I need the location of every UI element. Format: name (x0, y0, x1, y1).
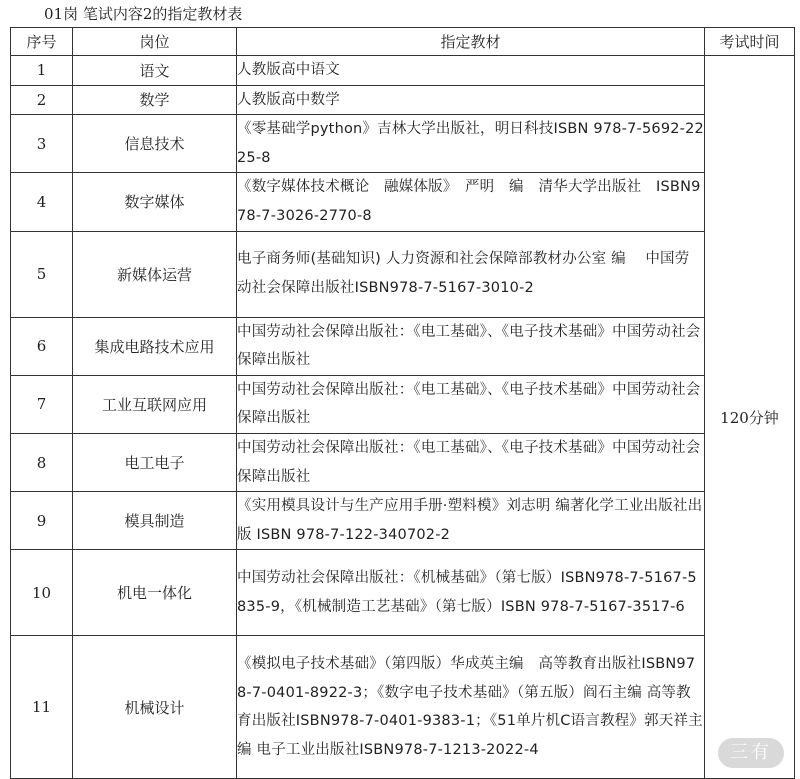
row-no: 10 (11, 550, 73, 636)
table-row (11, 317, 795, 375)
row-post: 集成电路技术应用 (73, 317, 237, 375)
row-no: 9 (11, 492, 73, 550)
row-post: 数学 (73, 85, 237, 115)
row-book: 《零基础学python》吉林大学出版社，明日科技ISBN 978-7-5692-2225-8 (237, 115, 705, 173)
row-post: 模具制造 (73, 492, 237, 550)
table-row (11, 85, 795, 115)
textbook-table (10, 27, 795, 779)
row-book: 中国劳动社会保障出版社：《机械基础》（第七版）ISBN978-7-5167-5835-9，《机械制造工艺基础》（第七版）ISBN 978-7-5167-3517-6 (237, 550, 705, 636)
table-row (11, 550, 795, 636)
row-book: 《模拟电子技术基础》（第四版）华成英主编 高等教育出版社ISBN978-7-0401-8922-3；《数字电子技术基础》（第五版）阎石主编 高等教育出版社ISBN978-7-0401-9383-1；《51单片机C语言教程》郭天祥主编 电子工业出版社ISBN978-7-1213-2022-4 (237, 636, 705, 779)
row-book: 《实用模具设计与生产应用手册·塑料模》刘志明 编著化学工业出版社出版 ISBN 978-7-122-340702-2 (237, 492, 705, 550)
row-no: 4 (11, 173, 73, 231)
header-time: 考试时间 (705, 28, 795, 56)
table-row (11, 115, 795, 173)
row-no: 2 (11, 85, 73, 115)
row-post: 电工电子 (73, 433, 237, 491)
row-book: 中国劳动社会保障出版社：《电工基础》、《电子技术基础》中国劳动社会保障出版社 (237, 433, 705, 491)
row-post: 机械设计 (73, 636, 237, 779)
table-row (11, 492, 795, 550)
table-row (11, 375, 795, 433)
row-post: 信息技术 (73, 115, 237, 173)
header-book: 指定教材 (237, 28, 705, 56)
row-no: 1 (11, 56, 73, 86)
row-no: 5 (11, 231, 73, 317)
exam-time: 120分钟 (705, 56, 795, 779)
row-post: 数字媒体 (73, 173, 237, 231)
row-no: 7 (11, 375, 73, 433)
row-book: 《数字媒体技术概论 融媒体版》 严明 编 清华大学出版社 ISBN978-7-3026-2770-8 (237, 173, 705, 231)
header-row (11, 28, 795, 56)
table-row (11, 56, 795, 86)
row-no: 3 (11, 115, 73, 173)
header-post: 岗位 (73, 28, 237, 56)
row-no: 8 (11, 433, 73, 491)
header-no: 序号 (11, 28, 73, 56)
row-book: 中国劳动社会保障出版社：《电工基础》、《电子技术基础》中国劳动社会保障出版社 (237, 317, 705, 375)
row-post: 语文 (73, 56, 237, 86)
row-post: 新媒体运营 (73, 231, 237, 317)
table-caption: 01岗 笔试内容2的指定教材表 (44, 5, 243, 23)
table-row (11, 433, 795, 491)
row-book: 中国劳动社会保障出版社：《电工基础》、《电子技术基础》中国劳动社会保障出版社 (237, 375, 705, 433)
table-row (11, 231, 795, 317)
row-book: 人教版高中数学 (237, 85, 705, 115)
watermark-logo: 三有 (718, 738, 784, 768)
table-row (11, 173, 795, 231)
row-book: 电子商务师(基础知识) 人力资源和社会保障部教材办公室 编 中国劳动社会保障出版社ISBN978-7-5167-3010-2 (237, 231, 705, 317)
row-post: 机电一体化 (73, 550, 237, 636)
row-post: 工业互联网应用 (73, 375, 237, 433)
row-no: 11 (11, 636, 73, 779)
table-row (11, 636, 795, 779)
row-book: 人教版高中语文 (237, 56, 705, 86)
row-no: 6 (11, 317, 73, 375)
